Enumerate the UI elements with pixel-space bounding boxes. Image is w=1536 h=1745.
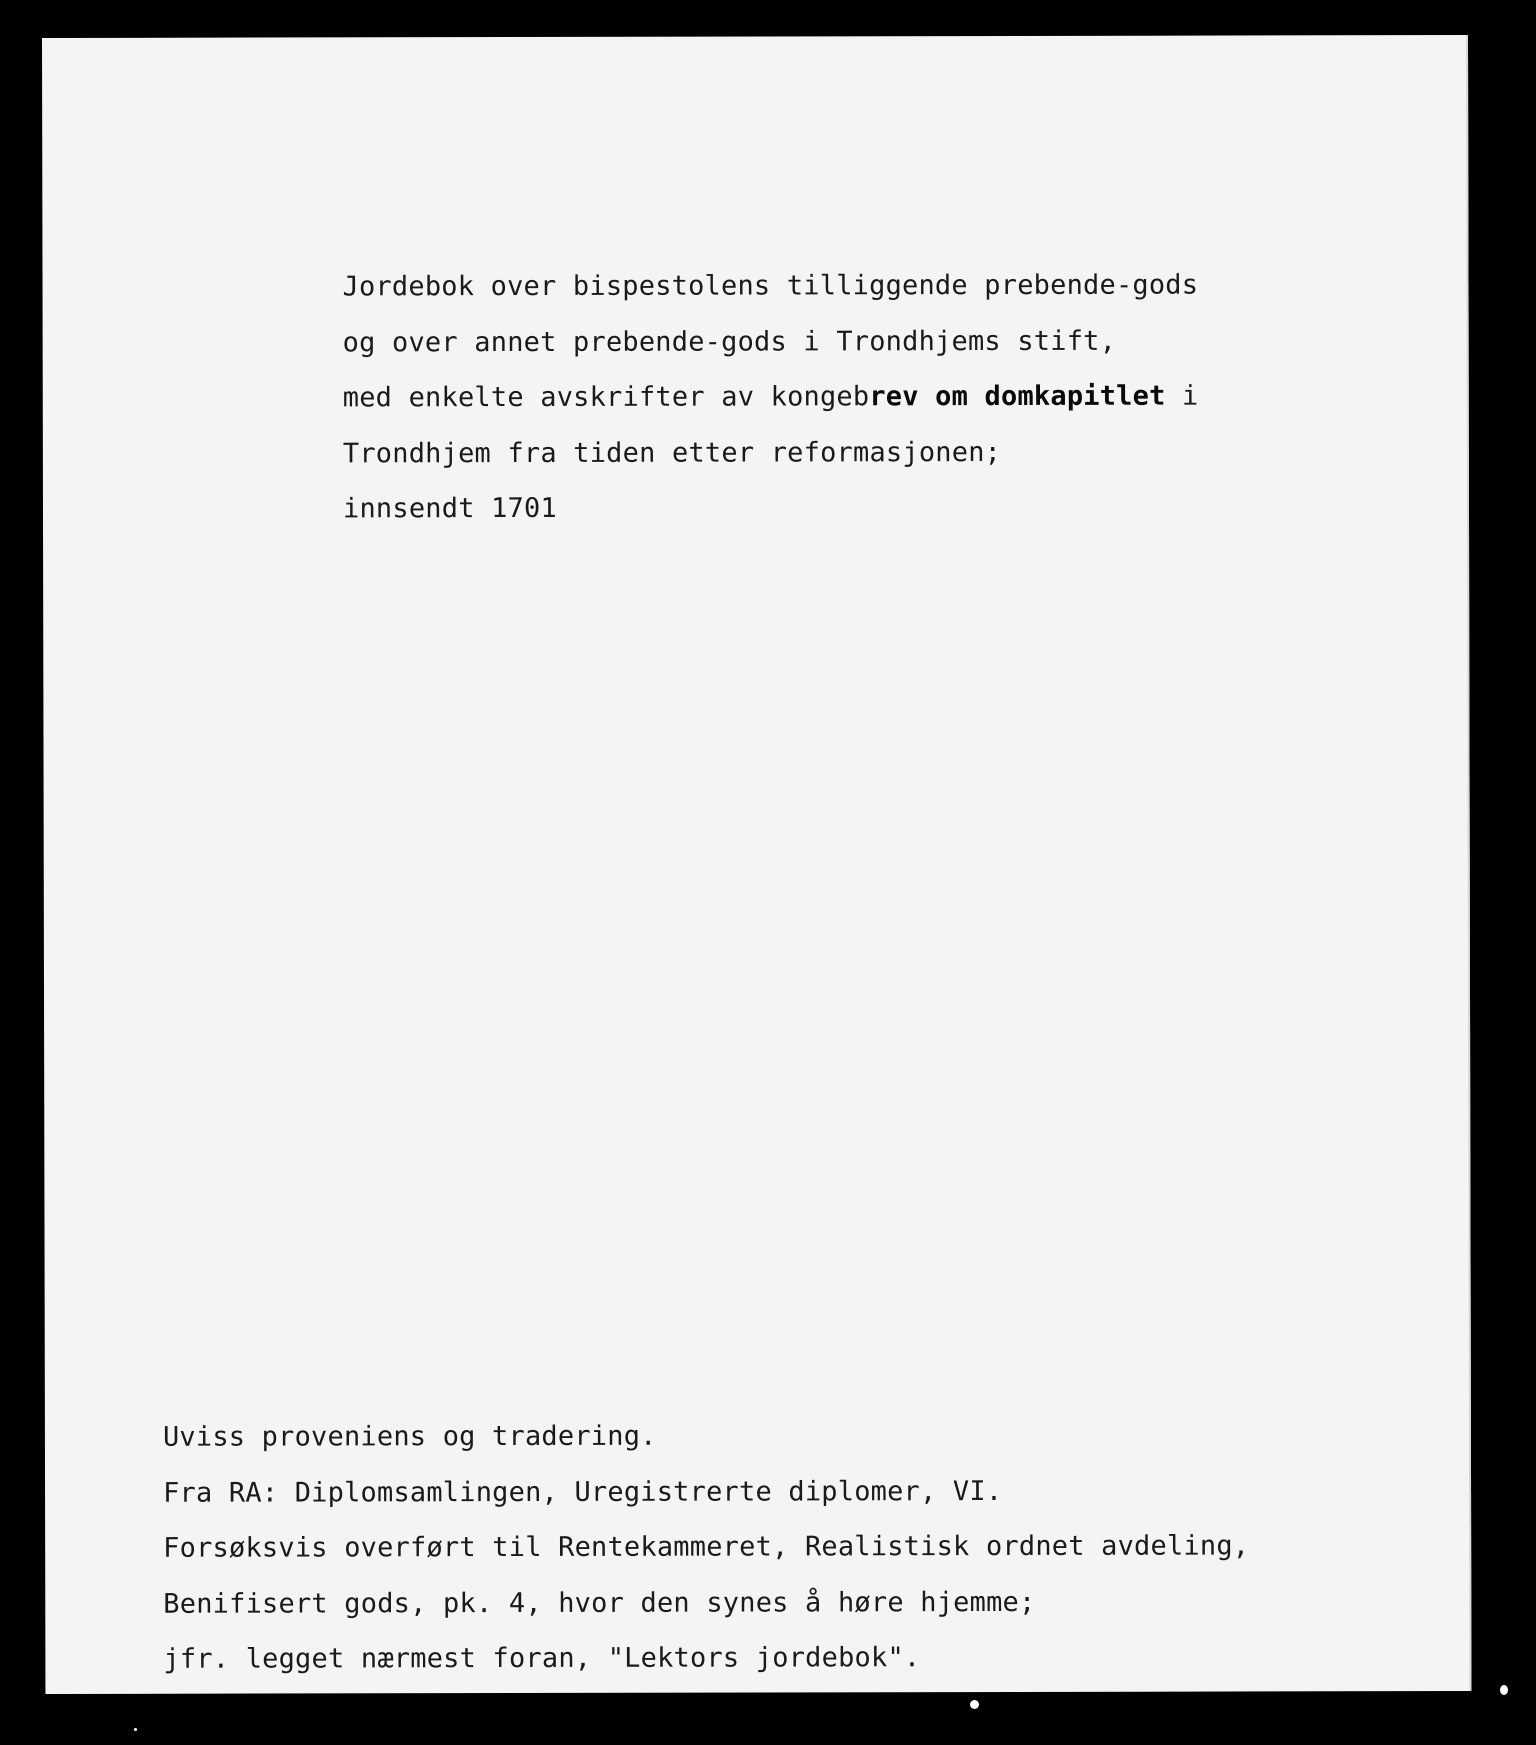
dust-speck [134,1728,137,1731]
title-line-5: innsendt 1701 [342,492,557,525]
title-line-2: og over annet prebende-gods i Trondhjems stift, [342,325,1117,358]
note-line-5: jfr. legget nærmest foran, "Lektors jordebok". [163,1642,921,1675]
title-line-4: Trondhjem fra tiden etter reformasjonen; [342,436,1002,469]
title-line-3-suffix: i [1165,380,1199,412]
title-line-1: Jordebok over bispestolens tilliggende prebende-gods [342,269,1199,303]
note-line-2: Fra RA: Diplomsamlingen, Uregistrerte diplomer, VI. [163,1475,1003,1509]
document-page [42,35,1471,1694]
dust-speck [970,1700,979,1709]
note-line-3: Forsøksvis overført til Rentekammeret, Realistisk ordnet avdeling, [163,1530,1250,1564]
title-block [342,258,1198,537]
title-line-3 [343,369,1199,426]
dust-speck [1500,1685,1508,1695]
note-line-1: Uviss proveniens og tradering. [162,1420,657,1453]
note-line-4: Benifisert gods, pk. 4, hvor den synes å høre hjemme; [163,1586,1036,1620]
title-line-3-bold: rev om domkapitlet [869,380,1166,413]
provenance-note [163,1407,1250,1687]
title-line-3-prefix: med enkelte avskrifter av kongeb [342,381,870,414]
